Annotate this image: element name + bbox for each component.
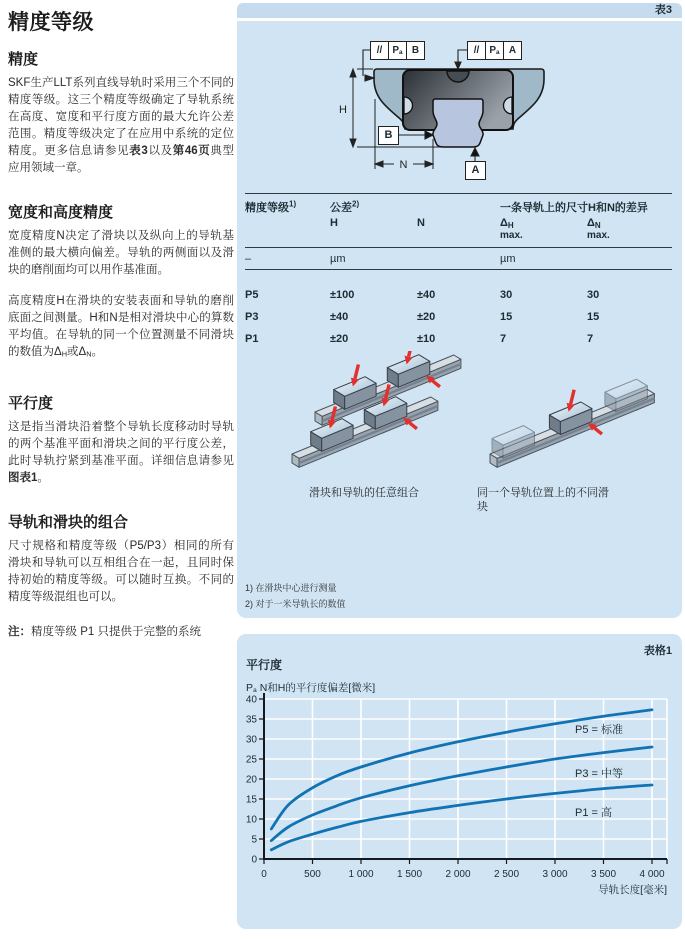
tolerance-frame-b <box>370 41 425 60</box>
y-tick-label: 20 <box>245 774 257 786</box>
col-header-difference: 一条导轨上的尺寸H和N的差异 <box>500 202 648 214</box>
section-heading-precision: 精度 <box>8 51 39 68</box>
parallelism-chart <box>237 634 682 929</box>
left-text-column <box>8 0 234 641</box>
y-tick-label: 30 <box>245 734 257 746</box>
x-tick-label: 4 000 <box>639 869 665 880</box>
x-tick-label: 1 500 <box>396 869 423 880</box>
curve-label-p3: P3 = 中等 <box>575 768 623 780</box>
table-units-row <box>245 248 672 269</box>
table-cell: P1 <box>245 333 259 345</box>
table-row <box>245 328 672 350</box>
chart-tag: 表格1 <box>643 645 672 657</box>
pa-symbol: Pa <box>486 42 504 59</box>
table-cell: 7 <box>587 333 594 345</box>
chart-y-axis-label: Pa N和H的平行度偏差[微米] <box>246 682 376 695</box>
units-um-1: µm <box>330 252 346 265</box>
table-cell: ±20 <box>417 311 436 323</box>
datum-box-b: B <box>378 126 399 145</box>
y-tick-label: 15 <box>245 794 257 806</box>
table-cell: ±20 <box>330 333 349 345</box>
x-axis-label: 导轨长度[毫米] <box>598 884 667 896</box>
pa-symbol: Pa <box>246 682 257 695</box>
table-cell: 15 <box>500 311 513 323</box>
rail-cross-section-drawing <box>237 21 682 191</box>
units-um-2: µm <box>500 252 516 265</box>
paragraph-height: 高度精度H在滑块的安装表面和导轨的磨削底面之间测量。H和N是相对滑块中心的算数平均值。在导轨的同一个位置测量不同滑块的数值为ΔH或ΔN。 <box>8 295 234 359</box>
chart-title: 平行度 <box>246 658 283 672</box>
dim-h-label: H <box>339 104 347 116</box>
drawing-svg <box>237 21 682 191</box>
units-dash: – <box>245 252 252 265</box>
col-header-delta-h: ΔH max. <box>500 217 523 241</box>
y-tick-label: 35 <box>245 714 257 726</box>
dim-n-label: N <box>399 159 408 171</box>
table-header <box>245 194 672 247</box>
table-cell: 30 <box>587 289 600 301</box>
table-cell: 7 <box>500 333 507 345</box>
caption-right: 同一个导轨位置上的不同滑块 <box>477 487 609 513</box>
col-header-tolerance: 公差$^{2)}$ <box>330 199 360 214</box>
x-tick-label: 1 000 <box>348 869 374 880</box>
page-title: 精度等级 <box>8 11 94 34</box>
y-tick-label: 25 <box>245 754 257 766</box>
table3-panel <box>237 21 682 618</box>
curve-label-p5: P5 = 标准 <box>575 724 623 736</box>
col-header-n: N <box>417 217 425 229</box>
col-header-grade: 精度等级$^{1)}$ <box>245 199 297 214</box>
section-heading-width-height: 宽度和高度精度 <box>8 204 114 221</box>
table-row <box>245 306 672 328</box>
pa-symbol: Pa <box>389 42 407 59</box>
footnote-1: 1) 在滑块中心进行测量 <box>245 583 337 593</box>
parallelism-symbol: // <box>371 42 389 59</box>
tolerance-table <box>245 193 672 350</box>
table3-header-strip <box>237 3 682 18</box>
curve-p3 <box>271 747 652 841</box>
x-tick-label: 500 <box>304 869 321 880</box>
table-body <box>245 270 672 350</box>
section-heading-parallelism: 平行度 <box>8 395 54 413</box>
x-tick-label: 2 000 <box>445 869 471 880</box>
x-tick-label: 2 500 <box>493 869 520 880</box>
datum-box-a: A <box>465 161 486 180</box>
x-tick-label: 3 000 <box>542 869 568 880</box>
table-cell: ±100 <box>330 289 355 301</box>
footnote-2: 2) 对于一米导轨长的数值 <box>245 599 346 609</box>
parallelism-chart-panel <box>237 634 682 929</box>
table-cell: ±10 <box>417 333 436 345</box>
note-paragraph: 注：精度等级 P1 只提供于完整的系统 <box>8 626 201 639</box>
table-cell: ±40 <box>417 289 436 301</box>
tolerance-frame-a <box>467 41 522 60</box>
table-cell: 15 <box>587 311 600 323</box>
x-tick-label: 0 <box>261 869 267 880</box>
table3-tag: 表3 <box>654 4 672 16</box>
y-tick-label: 0 <box>251 854 257 866</box>
rail-profile-shape <box>433 99 483 147</box>
curve-label-p1: P1 = 高 <box>575 807 612 819</box>
table-cell: ±40 <box>330 311 349 323</box>
y-tick-label: 5 <box>251 834 257 846</box>
paragraph-combination: 尺寸规格和精度等级（P5/P3）相同的所有滑块和导轨可以互相组合在一起，且同时保持初始的精度等级。可以随时互换。不同的精度等级混组也可以。 <box>8 540 234 604</box>
paragraph-precision: SKF生产LLT系列直线导轨时采用三个不同的精度等级。这三个精度等级确定了导轨系统在高度、宽度和平行度方面的最大允许公差范围。精度等级决定了在应用中系统的定位精度。更多信息请参见表3以及第46页典型应用领域一章。 <box>8 77 235 174</box>
table-cell: 30 <box>500 289 513 301</box>
parallelism-symbol: // <box>468 42 486 59</box>
datum-ref-b: B <box>411 45 420 56</box>
y-tick-label: 10 <box>245 814 257 826</box>
paragraph-parallelism: 这是指当滑块沿着整个导轨长度移动时导轨的两个基准平面和滑块之间的平行度公差，此时导轨拧紧到基准平面。详细信息请参见图表1。 <box>8 421 234 485</box>
table-row <box>245 284 672 306</box>
datum-ref-a: A <box>508 45 517 56</box>
x-tick-label: 3 500 <box>590 869 617 880</box>
col-header-delta-n: ΔN max. <box>587 217 610 241</box>
y-tick-label: 40 <box>245 694 257 706</box>
section-heading-combination: 导轨和滑块的组合 <box>8 514 129 532</box>
table-cell: P3 <box>245 311 259 323</box>
caption-left: 滑块和导轨的任意组合 <box>309 487 419 499</box>
paragraph-width: 宽度精度N决定了滑块以及纵向上的导轨基准侧的最大横向偏差。导轨的两侧面以及滑块的磨削面均可以用作基准面。 <box>8 230 234 276</box>
col-header-h: H <box>330 217 338 229</box>
table-cell: P5 <box>245 289 259 301</box>
